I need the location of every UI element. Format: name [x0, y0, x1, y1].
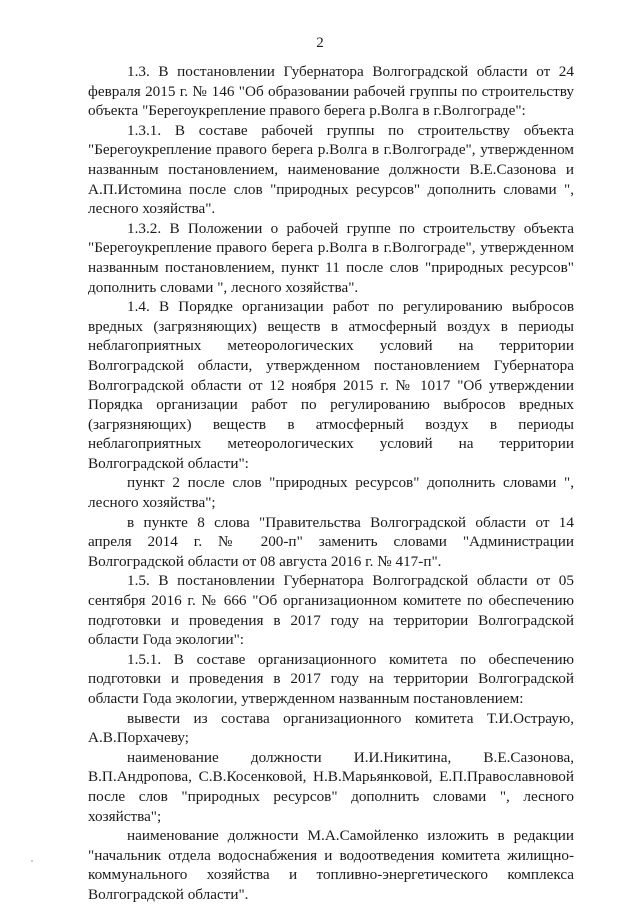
- paragraph-1-3: 1.3. В постановлении Губернатора Волгоградской области от 24 февраля 2015 г. № 146 "Об образовании рабочей группы по строительству объекта "Берегоукрепление правого берега р.Волга в г.Волгограде":: [88, 63, 574, 120]
- paragraph-1-4-item-2: пункт 2 после слов "природных ресурсов" дополнить словами ", лесного хозяйства";: [88, 474, 574, 512]
- page-number: 2: [316, 35, 324, 51]
- paragraph-1-5-1: 1.5.1. В составе организационного комитета по обеспечению подготовки и проведения в 2017 году на территории Волгоградской области Года экологии, утвержденном названным постановлением:: [88, 650, 574, 707]
- scan-speck: [31, 860, 33, 862]
- paragraph-1-4-item-8: в пункте 8 слова "Правительства Волгоградской области от 14 апреля 2014 г. № 200-п" заменить словами "Администрации Волгоградской области от 08 августа 2016 г. № 417-п".: [88, 513, 574, 570]
- paragraph-1-4: 1.4. В Порядке организации работ по регулированию выбросов вредных (загрязняющих) веществ в атмосферный воздух в периоды неблагоприятных метеорологических условий на территории Волгоградской области, утвержденном постановлением Губернатора Волгоградской области от 12 ноября 2015 г. № 1017 "Об утверждении Порядка организации работ по регулированию выбросов вредных (загрязняющих) веществ в атмосферный воздух в периоды неблагоприятных метеорологических условий на территории Волгоградской области":: [88, 298, 574, 472]
- paragraph-remove-members: вывести из состава организационного комитета Т.И.Остраую, А.В.Порхачеву;: [88, 709, 574, 747]
- paragraph-1-3-1: 1.3.1. В составе рабочей группы по строительству объекта "Берегоукрепление правого берега р.Волга в г.Волгограде", утвержденном названным постановлением, наименование должности В.Е.Сазонова и А.П.Истомина после слов "природных ресурсов" дополнить словами ", лесного хозяйства".: [88, 121, 574, 218]
- paragraph-rename-positions: наименование должности И.И.Никитина, В.Е.Сазонова, В.П.Андропова, С.В.Косенковой, Н.В.Марьянковой, Е.П.Православновой после слов "природных ресурсов" дополнить словами ", лесного хозяйства";: [88, 748, 574, 825]
- paragraph-1-3-2: 1.3.2. В Положении о рабочей группе по строительству объекта "Берегоукрепление правого берега р.Волга в г.Волгограде", утвержденном названным постановлением, пункт 11 после слов "природных ресурсов" дополнить словами ", лесного хозяйства".: [88, 219, 574, 296]
- paragraph-samoylenko-position: наименование должности М.А.Самойленко изложить в редакции "начальник отдела водоснабжения и водоотведения комитета жилищно-коммунального хозяйства и топливно-энергетического комплекса Волгоградской области".: [88, 827, 574, 903]
- paragraph-1-5: 1.5. В постановлении Губернатора Волгоградской области от 05 сентября 2016 г. № 666 "Об организационном комитете по обеспечению подготовки и проведения в 2017 году на территории Волгоградской области Года экологии":: [88, 572, 574, 649]
- document-body: [88, 62, 574, 905]
